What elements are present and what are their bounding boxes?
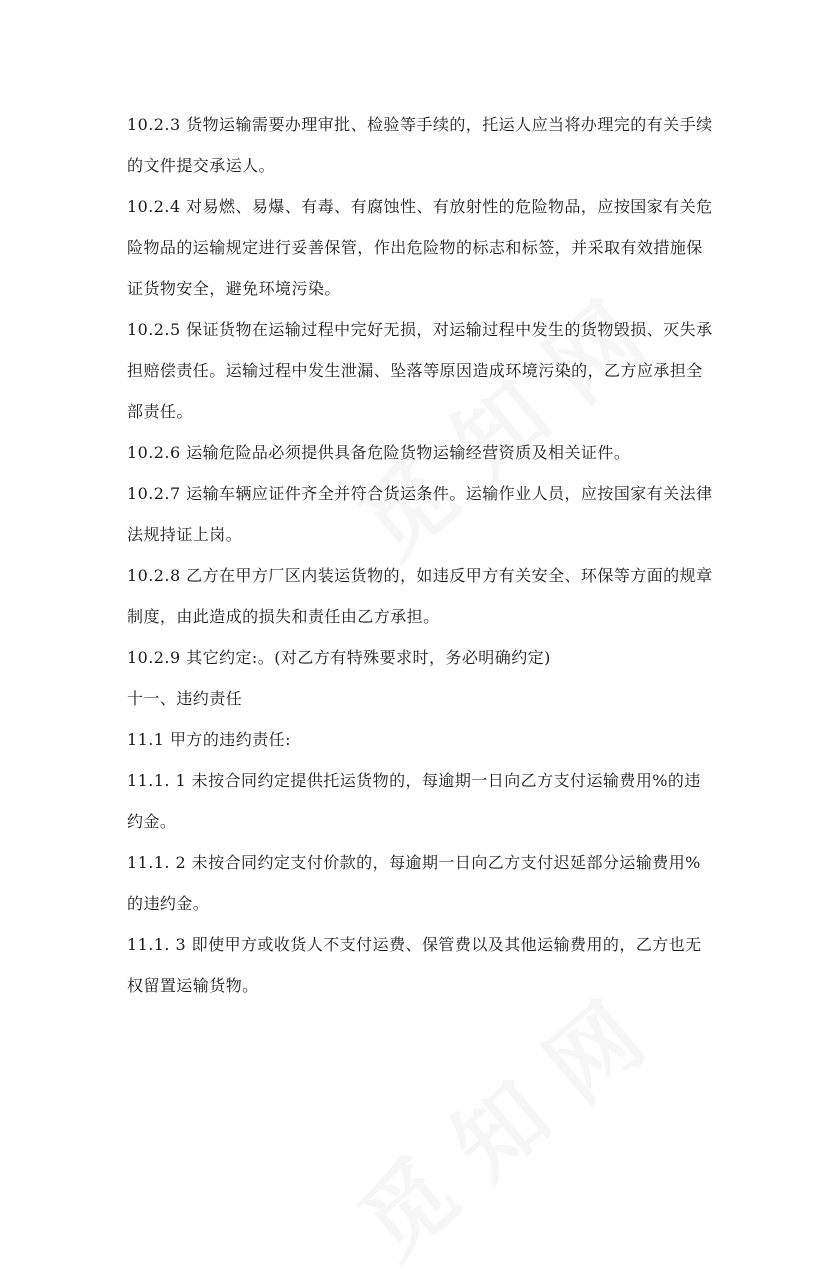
clause-11-1-2: 11.1. 2 未按合同约定支付价款的，每逾期一日向乙方支付迟延部分运输费用%的违约金。 xyxy=(127,853,701,913)
clause-11-1: 11.1 甲方的违约责任: xyxy=(127,730,291,749)
clause-10-2-9: 10.2.9 其它约定:。(对乙方有特殊要求时，务必明确约定) xyxy=(127,648,551,667)
clause-11-1-3: 11.1. 3 即使甲方或收货人不支付运费、保管费以及其他运输费用的，乙方也无权留置运输货物。 xyxy=(127,935,702,995)
clause-10-2-7: 10.2.7 运输车辆应证件齐全并符合货运条件。运输作业人员，应按国家有关法律法规持证上岗。 xyxy=(127,484,713,544)
document-body xyxy=(127,104,717,1006)
watermark xyxy=(327,968,665,1281)
clause-10-2-3: 10.2.3 货物运输需要办理审批、检验等手续的，托运人应当将办理完的有关手续的文件提交承运人。 xyxy=(127,115,713,175)
clause-10-2-8: 10.2.8 乙方在甲方厂区内装运货物的，如违反甲方有关安全、环保等方面的规章制度，由此造成的损失和责任由乙方承担。 xyxy=(127,566,713,626)
clause-10-2-5: 10.2.5 保证货物在运输过程中完好无损，对运输过程中发生的货物毁损、灭失承担赔偿责任。运输过程中发生泄漏、坠落等原因造成环境污染的，乙方应承担全部责任。 xyxy=(127,320,713,421)
clause-10-2-4: 10.2.4 对易燃、易爆、有毒、有腐蚀性、有放射性的危险物品，应按国家有关危险物品的运输规定进行妥善保管，作出危险物的标志和标签，并采取有效措施保证货物安全，避免环境污染。 xyxy=(127,197,713,298)
clause-11-1-1: 11.1. 1 未按合同约定提供托运货物的，每逾期一日向乙方支付运输费用%的违约金。 xyxy=(127,771,701,831)
section-heading-11: 十一、违约责任 xyxy=(127,689,243,708)
clause-10-2-6: 10.2.6 运输危险品必须提供具备危险货物运输经营资质及相关证件。 xyxy=(127,443,631,462)
